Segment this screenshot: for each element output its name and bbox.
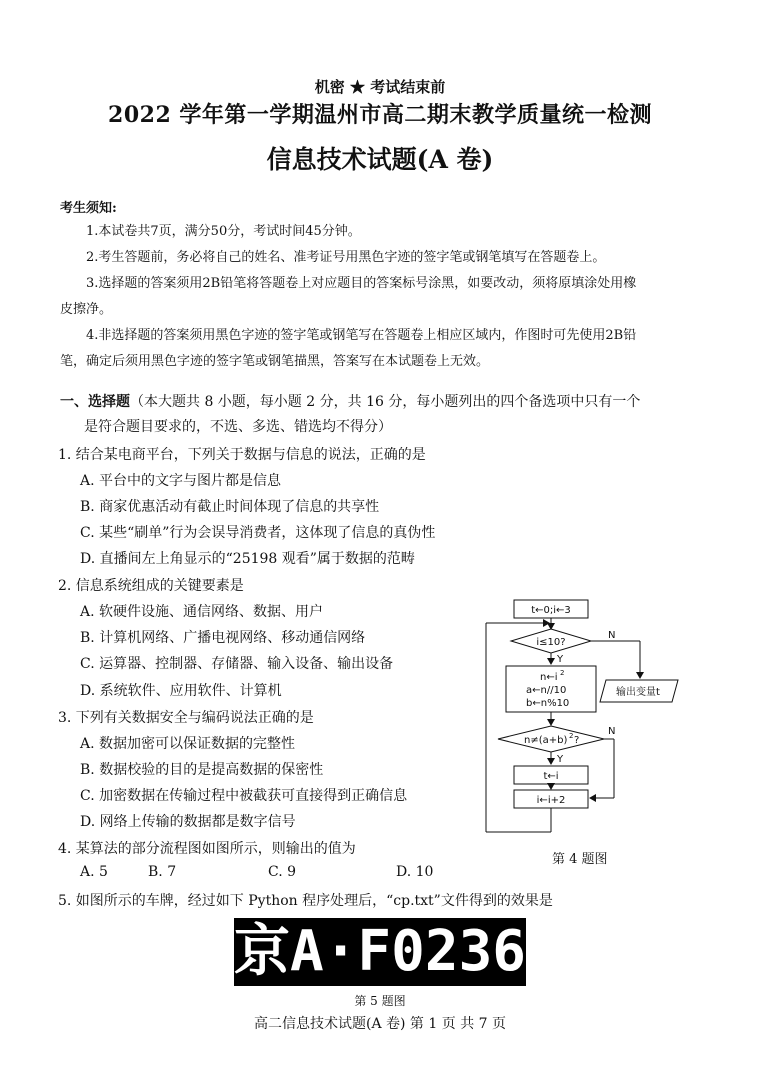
section-name: 选择题 bbox=[88, 394, 130, 410]
notice-item-3: 3.选择题的答案须用2B铅笔将答题卷上对应题目的答案标号涂黑，如要改动，须将原填涂处用橡 bbox=[86, 276, 637, 291]
question-2-option-c: C. 运算器、控制器、存储器、输入设备、输出设备 bbox=[80, 656, 394, 672]
question-3-option-d: D. 网络上传输的数据都是数字信号 bbox=[80, 814, 296, 830]
question-1-stem: 1. 结合某电商平台，下列关于数据与信息的说法，正确的是 bbox=[58, 447, 426, 463]
page-footer: 高二信息技术试题(A 卷) 第 1 页 共 7 页 bbox=[254, 1016, 506, 1032]
question-1-option-d: D. 直播间左上角显示的“25198 观看”属于数据的范畴 bbox=[80, 551, 415, 567]
section-heading bbox=[60, 391, 640, 411]
question-3-option-c: C. 加密数据在传输过程中被截获可直接得到正确信息 bbox=[80, 788, 408, 804]
question-4-option-c: C. 9 bbox=[268, 864, 297, 880]
section-number: 一、 bbox=[60, 394, 88, 410]
question-2-option-a: A. 软硬件设施、通信网络、数据、用户 bbox=[80, 604, 324, 620]
flow-inc-text: i←i+2 bbox=[536, 795, 566, 806]
notice-item-2: 2.考生答题前，务必将自己的姓名、准考证号用黑色字迹的签字笔或钢笔填写在答题卷上。 bbox=[86, 250, 606, 265]
question-2-option-d: D. 系统软件、应用软件、计算机 bbox=[80, 683, 282, 699]
question-4-stem: 4. 某算法的部分流程图如图所示，则输出的值为 bbox=[58, 841, 356, 857]
flowchart-figure bbox=[480, 592, 700, 844]
flow-assign-t-text: t←i bbox=[543, 771, 559, 782]
exam-title: 2022 学年第一学期温州市高二期末教学质量统一检测 bbox=[108, 102, 652, 128]
flow-cond2-sup: 2 bbox=[569, 732, 574, 740]
license-plate-image: 京A·F0236 bbox=[234, 919, 527, 984]
notice-item-3-cont: 皮擦净。 bbox=[60, 302, 113, 317]
notice-item-4: 4.非选择题的答案须用黑色字迹的签字笔或钢笔写在答题卷上相应区域内，作图时可先使用2B铅 bbox=[86, 328, 637, 343]
flow-n-label-1: N bbox=[608, 630, 616, 641]
notice-heading: 考生须知: bbox=[60, 201, 117, 216]
flow-assign-a: a←n//10 bbox=[526, 685, 567, 696]
question-4-option-a: A. 5 bbox=[80, 864, 108, 880]
flow-y-label-2: Y bbox=[557, 754, 564, 765]
flow-init-text: t←0;i←3 bbox=[531, 605, 571, 616]
confidential-mark: 机密 ★ 考试结束前 bbox=[314, 78, 446, 96]
question-5-stem: 5. 如图所示的车牌，经过如下 Python 程序处理后，“cp.txt”文件得到的效果是 bbox=[58, 893, 553, 909]
question-2-option-b: B. 计算机网络、广播电视网络、移动通信网络 bbox=[80, 630, 366, 646]
question-1-option-a: A. 平台中的文字与图片都是信息 bbox=[80, 473, 282, 489]
flowchart-caption: 第 4 题图 bbox=[552, 852, 608, 867]
question-1-option-c: C. 某些“刷单”行为会误导消费者，这体现了信息的真伪性 bbox=[80, 525, 436, 541]
flow-assign-n: n←i bbox=[540, 672, 558, 683]
question-3-option-b: B. 数据校验的目的是提高数据的保密性 bbox=[80, 762, 324, 778]
flow-cond2-tail: ? bbox=[574, 735, 580, 746]
question-3-stem: 3. 下列有关数据安全与编码说法正确的是 bbox=[58, 710, 314, 726]
question-1-option-b: B. 商家优惠活动有截止时间体现了信息的共享性 bbox=[80, 499, 380, 515]
section-desc-cont: 是符合题目要求的，不选、多选、错选均不得分） bbox=[84, 419, 392, 435]
flow-n-label-2: N bbox=[608, 726, 616, 737]
flow-output-text: 输出变量t bbox=[616, 687, 660, 698]
notice-item-1: 1.本试卷共7页，满分50分，考试时间45分钟。 bbox=[86, 224, 361, 239]
question-2-stem: 2. 信息系统组成的关键要素是 bbox=[58, 578, 244, 594]
question-3-option-a: A. 数据加密可以保证数据的完整性 bbox=[80, 736, 296, 752]
flow-assign-b: b←n%10 bbox=[526, 698, 570, 709]
flow-cond1-text: i≤10? bbox=[536, 637, 566, 648]
question-4-option-b: B. 7 bbox=[148, 864, 177, 880]
flow-y-label-1: Y bbox=[557, 654, 564, 665]
flow-assign-n-sup: 2 bbox=[560, 669, 565, 677]
plate-caption: 第 5 题图 bbox=[354, 994, 406, 1008]
exam-subtitle: 信息技术试题(A 卷) bbox=[266, 145, 494, 174]
question-4-option-d: D. 10 bbox=[396, 864, 434, 880]
section-desc: （本大题共 8 小题，每小题 2 分，共 16 分，每小题列出的四个备选项中只有一个 bbox=[130, 394, 641, 410]
notice-item-4-cont: 笔，确定后须用黑色字迹的签字笔或钢笔描黑，答案写在本试题卷上无效。 bbox=[60, 354, 490, 369]
flow-cond2-text: n≠(a+b) bbox=[524, 735, 568, 746]
